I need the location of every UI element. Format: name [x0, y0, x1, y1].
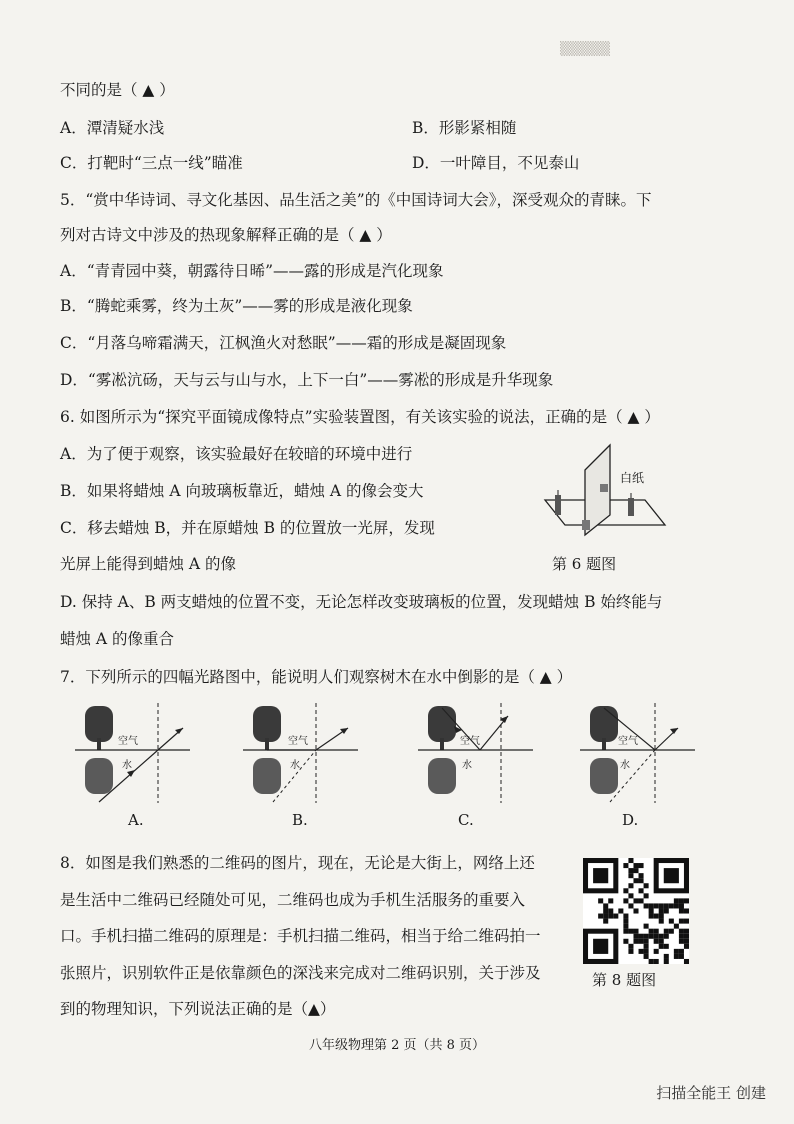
q4-stem-tail: 不同的是（ ▲ ） — [60, 81, 175, 99]
q7-label-b: B. — [292, 811, 308, 829]
q5-stem-line1: 5．“赏中华诗词、寻文化基因、品生活之美”的《中国诗词大会》，深受观众的青睐。下 — [60, 191, 652, 209]
q4-option-a: A．潭清疑水浅 — [60, 119, 165, 137]
q8-stem-line1: 8．如图是我们熟悉的二维码的图片，现在，无论是大街上，网络上还 — [60, 854, 535, 872]
bleed-through-text: ▒▒▒▒▒ — [560, 42, 610, 57]
q7-diagram-a — [75, 698, 195, 808]
candle-a — [555, 495, 561, 515]
q4-option-c: C．打靶时“三点一线”瞄准 — [60, 154, 243, 172]
q8-figure-caption: 第 8 题图 — [592, 971, 657, 989]
q5-option-a: A．“青青园中葵，朝露待日晞”——露的形成是汽化现象 — [60, 262, 444, 280]
q8-stem-line3: 口。手机扫描二维码的原理是：手机扫描二维码，相当于给二维码拍一 — [60, 927, 541, 945]
q7-water-label-b: 水 — [290, 760, 300, 771]
q7-air-label-b: 空气 — [288, 736, 308, 747]
q5-option-d: D．“雾凇沆砀，天与云与山与水，上下一白”——雾凇的形成是升华现象 — [60, 371, 554, 389]
q7-diagram-c — [418, 698, 538, 808]
q7-water-label-c: 水 — [462, 760, 472, 771]
q7-label-c: C. — [458, 811, 474, 829]
q7-stem: 7．下列所示的四幅光路图中，能说明人们观察树木在水中倒影的是（ ▲ ） — [60, 668, 573, 686]
q7-label-a: A. — [128, 811, 144, 829]
q7-water-label-a: 水 — [122, 760, 132, 771]
q6-option-d-line2: 蜡烛 A 的像重合 — [60, 630, 175, 648]
page-footer: 八年级物理第 2 页（共 8 页） — [308, 1038, 486, 1053]
q5-stem-line2: 列对古诗文中涉及的热现象解释正确的是（ ▲ ） — [60, 226, 392, 244]
q7-water-label-d: 水 — [620, 760, 630, 771]
q7-air-label-c: 空气 — [460, 736, 480, 747]
q5-option-c: C．“月落乌啼霜满天，江枫渔火对愁眠”——霜的形成是凝固现象 — [60, 334, 507, 352]
q6-stem: 6. 如图所示为“探究平面镜成像特点”实验装置图，有关该实验的说法，正确的是（ ▲ ） — [60, 408, 660, 426]
q8-stem-line2: 是生活中二维码已经随处可见，二维码也成为手机生活服务的重要入 — [60, 891, 526, 909]
q7-air-label-a: 空气 — [118, 736, 138, 747]
candle-b — [628, 498, 634, 516]
q7-diagram-d — [580, 698, 700, 808]
q6-option-c-line2: 光屏上能得到蜡烛 A 的像 — [60, 555, 237, 573]
q8-stem-line5: 到的物理知识，下列说法正确的是（▲） — [60, 1000, 336, 1018]
q6-figure-label: 白纸 — [620, 471, 645, 485]
q4-option-b: B．形影紧相随 — [412, 119, 517, 137]
qr-code-image — [583, 858, 689, 964]
q6-figure-caption: 第 6 题图 — [552, 555, 617, 573]
scanner-watermark: 扫描全能王 创建 — [656, 1084, 766, 1102]
q6-option-c-line1: C．移去蜡烛 B，并在原蜡烛 B 的位置放一光屏，发现 — [60, 519, 435, 537]
q8-stem-line4: 张照片，识别软件正是依靠颜色的深浅来完成对二维码识别，关于涉及 — [60, 964, 541, 982]
q7-diagram-b — [243, 698, 363, 808]
q6-option-b: B．如果将蜡烛 A 向玻璃板靠近，蜡烛 A 的像会变大 — [60, 482, 424, 500]
q7-label-d: D. — [622, 811, 639, 829]
q4-option-d: D．一叶障目，不见泰山 — [412, 154, 580, 172]
q6-figure — [530, 440, 670, 540]
q6-option-a: A．为了便于观察，该实验最好在较暗的环境中进行 — [60, 445, 413, 463]
q6-option-d-line1: D. 保持 A、B 两支蜡烛的位置不变，无论怎样改变玻璃板的位置，发现蜡烛 B 始终能与 — [60, 593, 663, 611]
q5-option-b: B．“腾蛇乘雾，终为土灰”——雾的形成是液化现象 — [60, 297, 413, 315]
q7-air-label-d: 空气 — [618, 736, 638, 747]
